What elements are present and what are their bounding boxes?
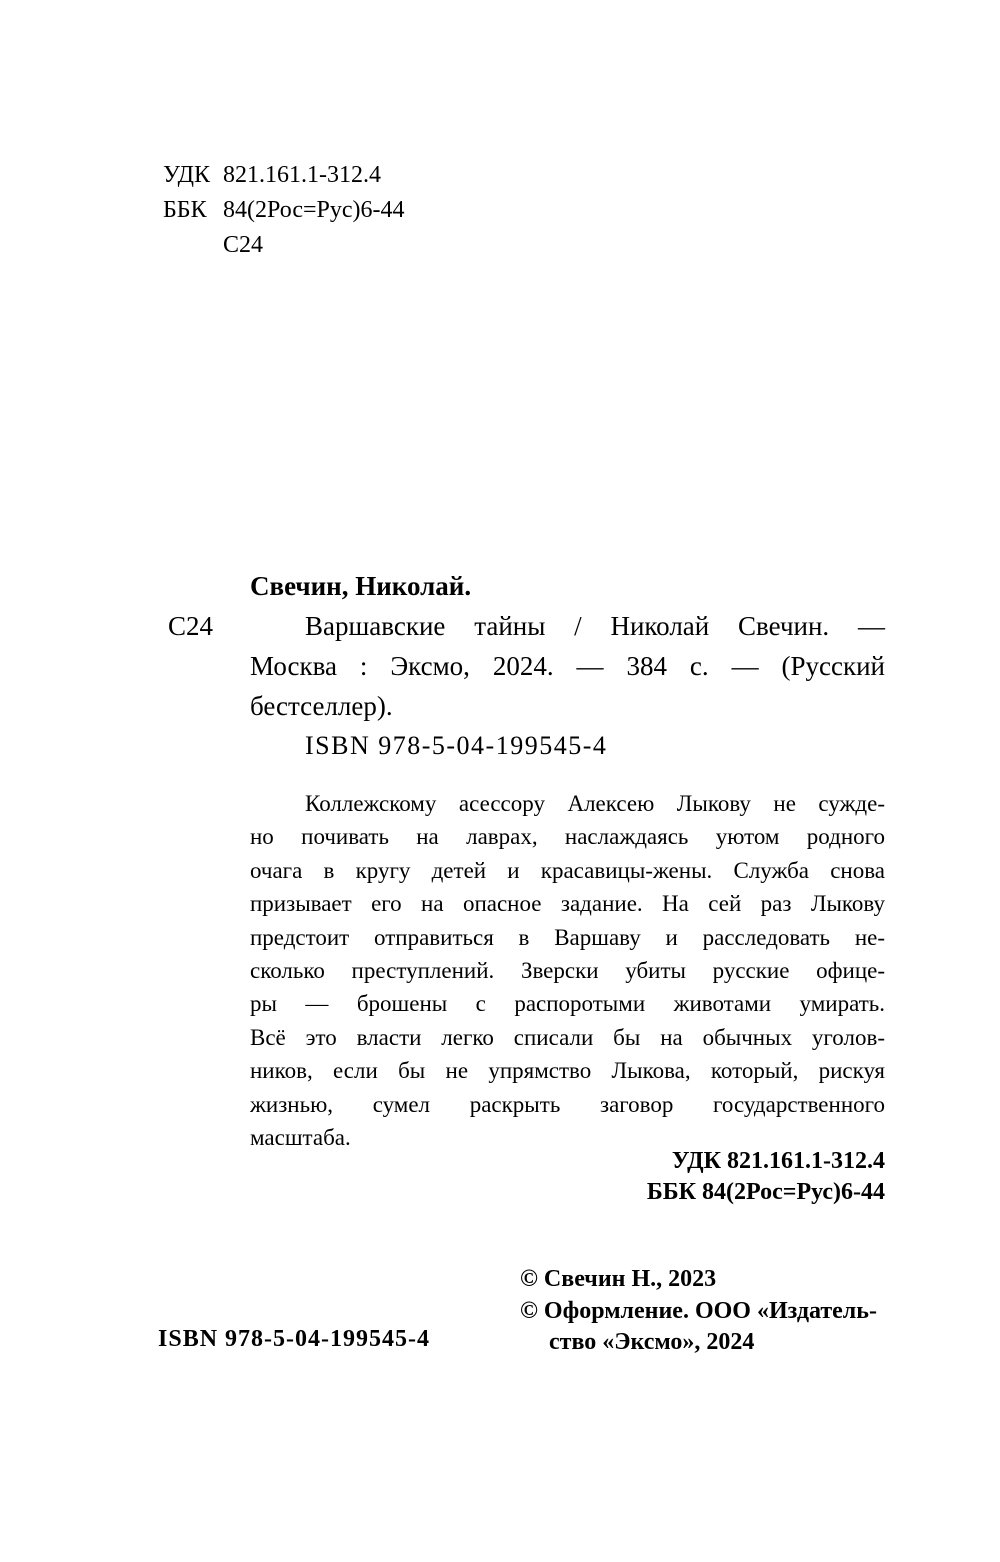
bbk-line-bottom: ББК 84(2Рос=Рус)6-44 (646, 1179, 885, 1205)
isbn-line: ISBN 978-5-04-199545-4 (305, 731, 608, 760)
classification-block-top (163, 158, 405, 263)
text-line: очага в кругу детей и красавицы-жены. Служба снова (250, 857, 885, 883)
text-line: Москва : Эксмо, 2024. — 384 с. — (Русский (250, 651, 885, 681)
bbk-value: 84(2Рос=Рус)6-44 (223, 197, 405, 223)
text-line: призывает его на опасное задание. На сей раз Лыкову (250, 891, 885, 917)
footer-isbn: ISBN 978-5-04-199545-4 (158, 1326, 430, 1352)
text-line: бестселлер). (250, 691, 393, 721)
author-sign-margin: С24 (168, 611, 214, 641)
udk-value: 821.161.1-312.4 (223, 162, 381, 188)
text-line: © Оформление. ООО «Издатель- (520, 1297, 877, 1324)
udk-row (163, 158, 405, 193)
text-line: масштаба. (250, 1125, 351, 1151)
udk-label: УДК (163, 162, 210, 188)
catalog-card (168, 566, 885, 726)
bbk-row (163, 193, 405, 228)
text-line: Варшавские тайны / Николай Свечин. — (305, 611, 885, 641)
text-line: сколько преступлений. Зверски убиты русские офице- (250, 958, 885, 984)
annotation-paragraph (250, 787, 885, 1154)
text-line: Коллежскому асессору Алексею Лыкову не сужде- (305, 791, 885, 816)
text-line: но почивать на лаврах, наслаждаясь уютом родного (250, 824, 885, 850)
text-line: ство «Эксмо», 2024 (549, 1329, 755, 1355)
text-line: ников, если бы не упрямство Лыкова, который, рискуя (250, 1058, 885, 1084)
bbk-label: ББК (163, 197, 207, 223)
author-sign-spacer (163, 228, 223, 263)
udk-line-bottom: УДК 821.161.1-312.4 (671, 1148, 885, 1174)
author-heading: Свечин, Николай. (250, 571, 472, 601)
author-sign-row (163, 228, 405, 263)
text-line: жизнью, сумел раскрыть заговор государственного (250, 1091, 885, 1117)
bibliographic-entry (250, 606, 885, 726)
copyright-block (520, 1264, 877, 1359)
text-line: © Свечин Н., 2023 (520, 1266, 717, 1292)
classification-block-bottom (647, 1146, 885, 1208)
author-sign-value: С24 (223, 232, 264, 258)
text-line: Всё это власти легко списали бы на обычных уголов- (250, 1024, 885, 1050)
text-line: предстоит отправиться в Варшаву и расследовать не- (250, 924, 885, 950)
text-line: ры — брошены с распоротыми животами умирать. (250, 991, 885, 1017)
